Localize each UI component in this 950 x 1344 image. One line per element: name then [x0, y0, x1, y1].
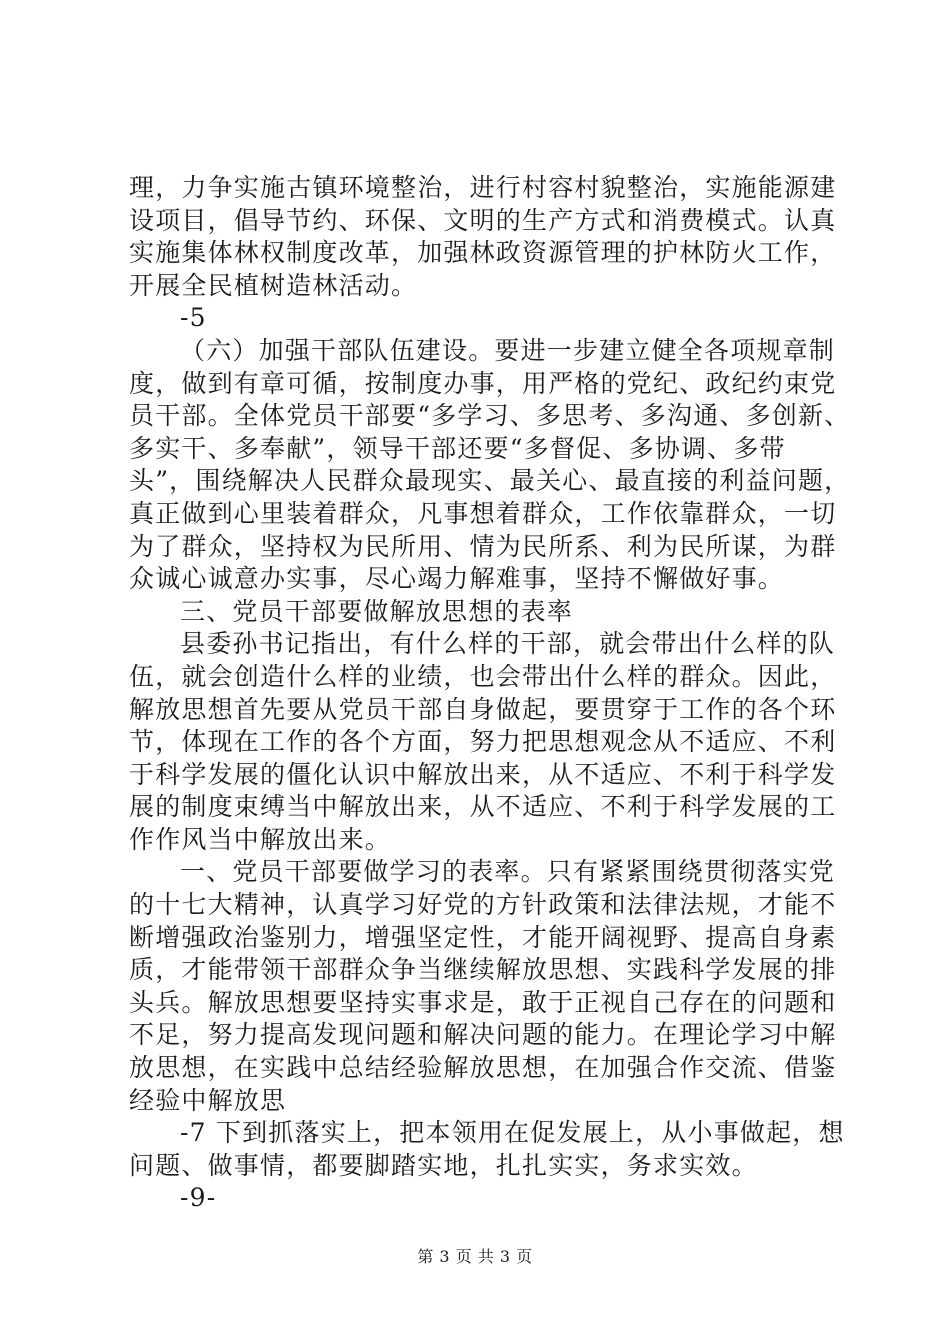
text-line: -9-: [180, 1183, 217, 1213]
text-line: 开展全民植树造林活动。: [129, 270, 418, 300]
text-line: 的十七大精神，认真学习好党的方针政策和法律法规，才能不: [129, 890, 837, 920]
text-line: 断增强政治鉴别力，增强坚定性，才能开阔视野、提高自身素: [129, 922, 837, 952]
text-line: 实施集体林权制度改革，加强林政资源管理的护林防火工作，: [129, 238, 837, 268]
text-line: （六）加强干部队伍建设。要进一步建立健全各项规章制: [180, 335, 836, 365]
text-line: 节，体现在工作的各个方面，努力把思想观念从不适应、不利: [129, 727, 837, 757]
text-line: 放思想，在实践中总结经验解放思想，在加强合作交流、借鉴: [129, 1053, 837, 1083]
text-line: 作作风当中解放出来。: [129, 824, 392, 854]
text-line: 县委孙书记指出，有什么样的干部，就会带出什么样的队: [180, 629, 836, 659]
text-line: 真正做到心里装着群众，凡事想着群众，工作依靠群众，一切: [129, 498, 837, 528]
text-line: 于科学发展的僵化认识中解放出来，从不适应、不利于科学发: [129, 759, 837, 789]
text-line: -7 下到抓落实上，把本领用在促发展上，从小事做起，想: [180, 1118, 845, 1148]
text-line: 三、党员干部要做解放思想的表率: [180, 596, 574, 626]
document-body: [129, 172, 851, 1215]
page-footer: 第 3 页 共 3 页: [417, 1247, 533, 1266]
text-line: 员干部。全体党员干部要“多学习、多思考、多沟通、多创新、: [129, 401, 851, 431]
text-line: 不足，努力提高发现问题和解决问题的能力。在理论学习中解: [129, 1020, 837, 1050]
text-line: 质，才能带领干部群众争当继续解放思想、实践科学发展的排: [129, 955, 837, 985]
text-line: 设项目，倡导节约、环保、文明的生产方式和消费模式。认真: [129, 205, 837, 235]
text-line: 经验中解放思: [129, 1085, 287, 1115]
text-line: 度，做到有章可循，按制度办事，用严格的党纪、政纪约束党: [129, 368, 837, 398]
text-line: 解放思想首先要从党员干部自身做起，要贯穿于工作的各个环: [129, 694, 837, 724]
text-line: 展的制度束缚当中解放出来，从不适应、不利于科学发展的工: [129, 792, 837, 822]
text-line: 问题、做事情，都要脚踏实地，扎扎实实，务求实效。: [129, 1150, 758, 1180]
text-line: 头”，围绕解决人民群众最现实、最关心、最直接的利益问题，: [129, 466, 851, 496]
text-line: -5: [180, 303, 207, 333]
text-line: 众诚心诚意办实事，尽心竭力解难事，坚持不懈做好事。: [129, 564, 785, 594]
text-line: 伍，就会创造什么样的业绩，也会带出什么样的群众。因此，: [129, 661, 837, 691]
text-line: 理，力争实施古镇环境整治，进行村容村貌整治，实施能源建: [129, 173, 837, 202]
text-line: 一、党员干部要做学习的表率。只有紧紧围绕贯彻落实党: [180, 857, 836, 887]
text-line: 多实干、多奉献”，领导干部还要“多督促、多协调、多带: [129, 433, 786, 463]
text-line: 为了群众，坚持权为民所用、情为民所系、利为民所谋，为群: [129, 531, 837, 561]
text-line: 头兵。解放思想要坚持实事求是，敢于正视自己存在的问题和: [129, 987, 837, 1017]
